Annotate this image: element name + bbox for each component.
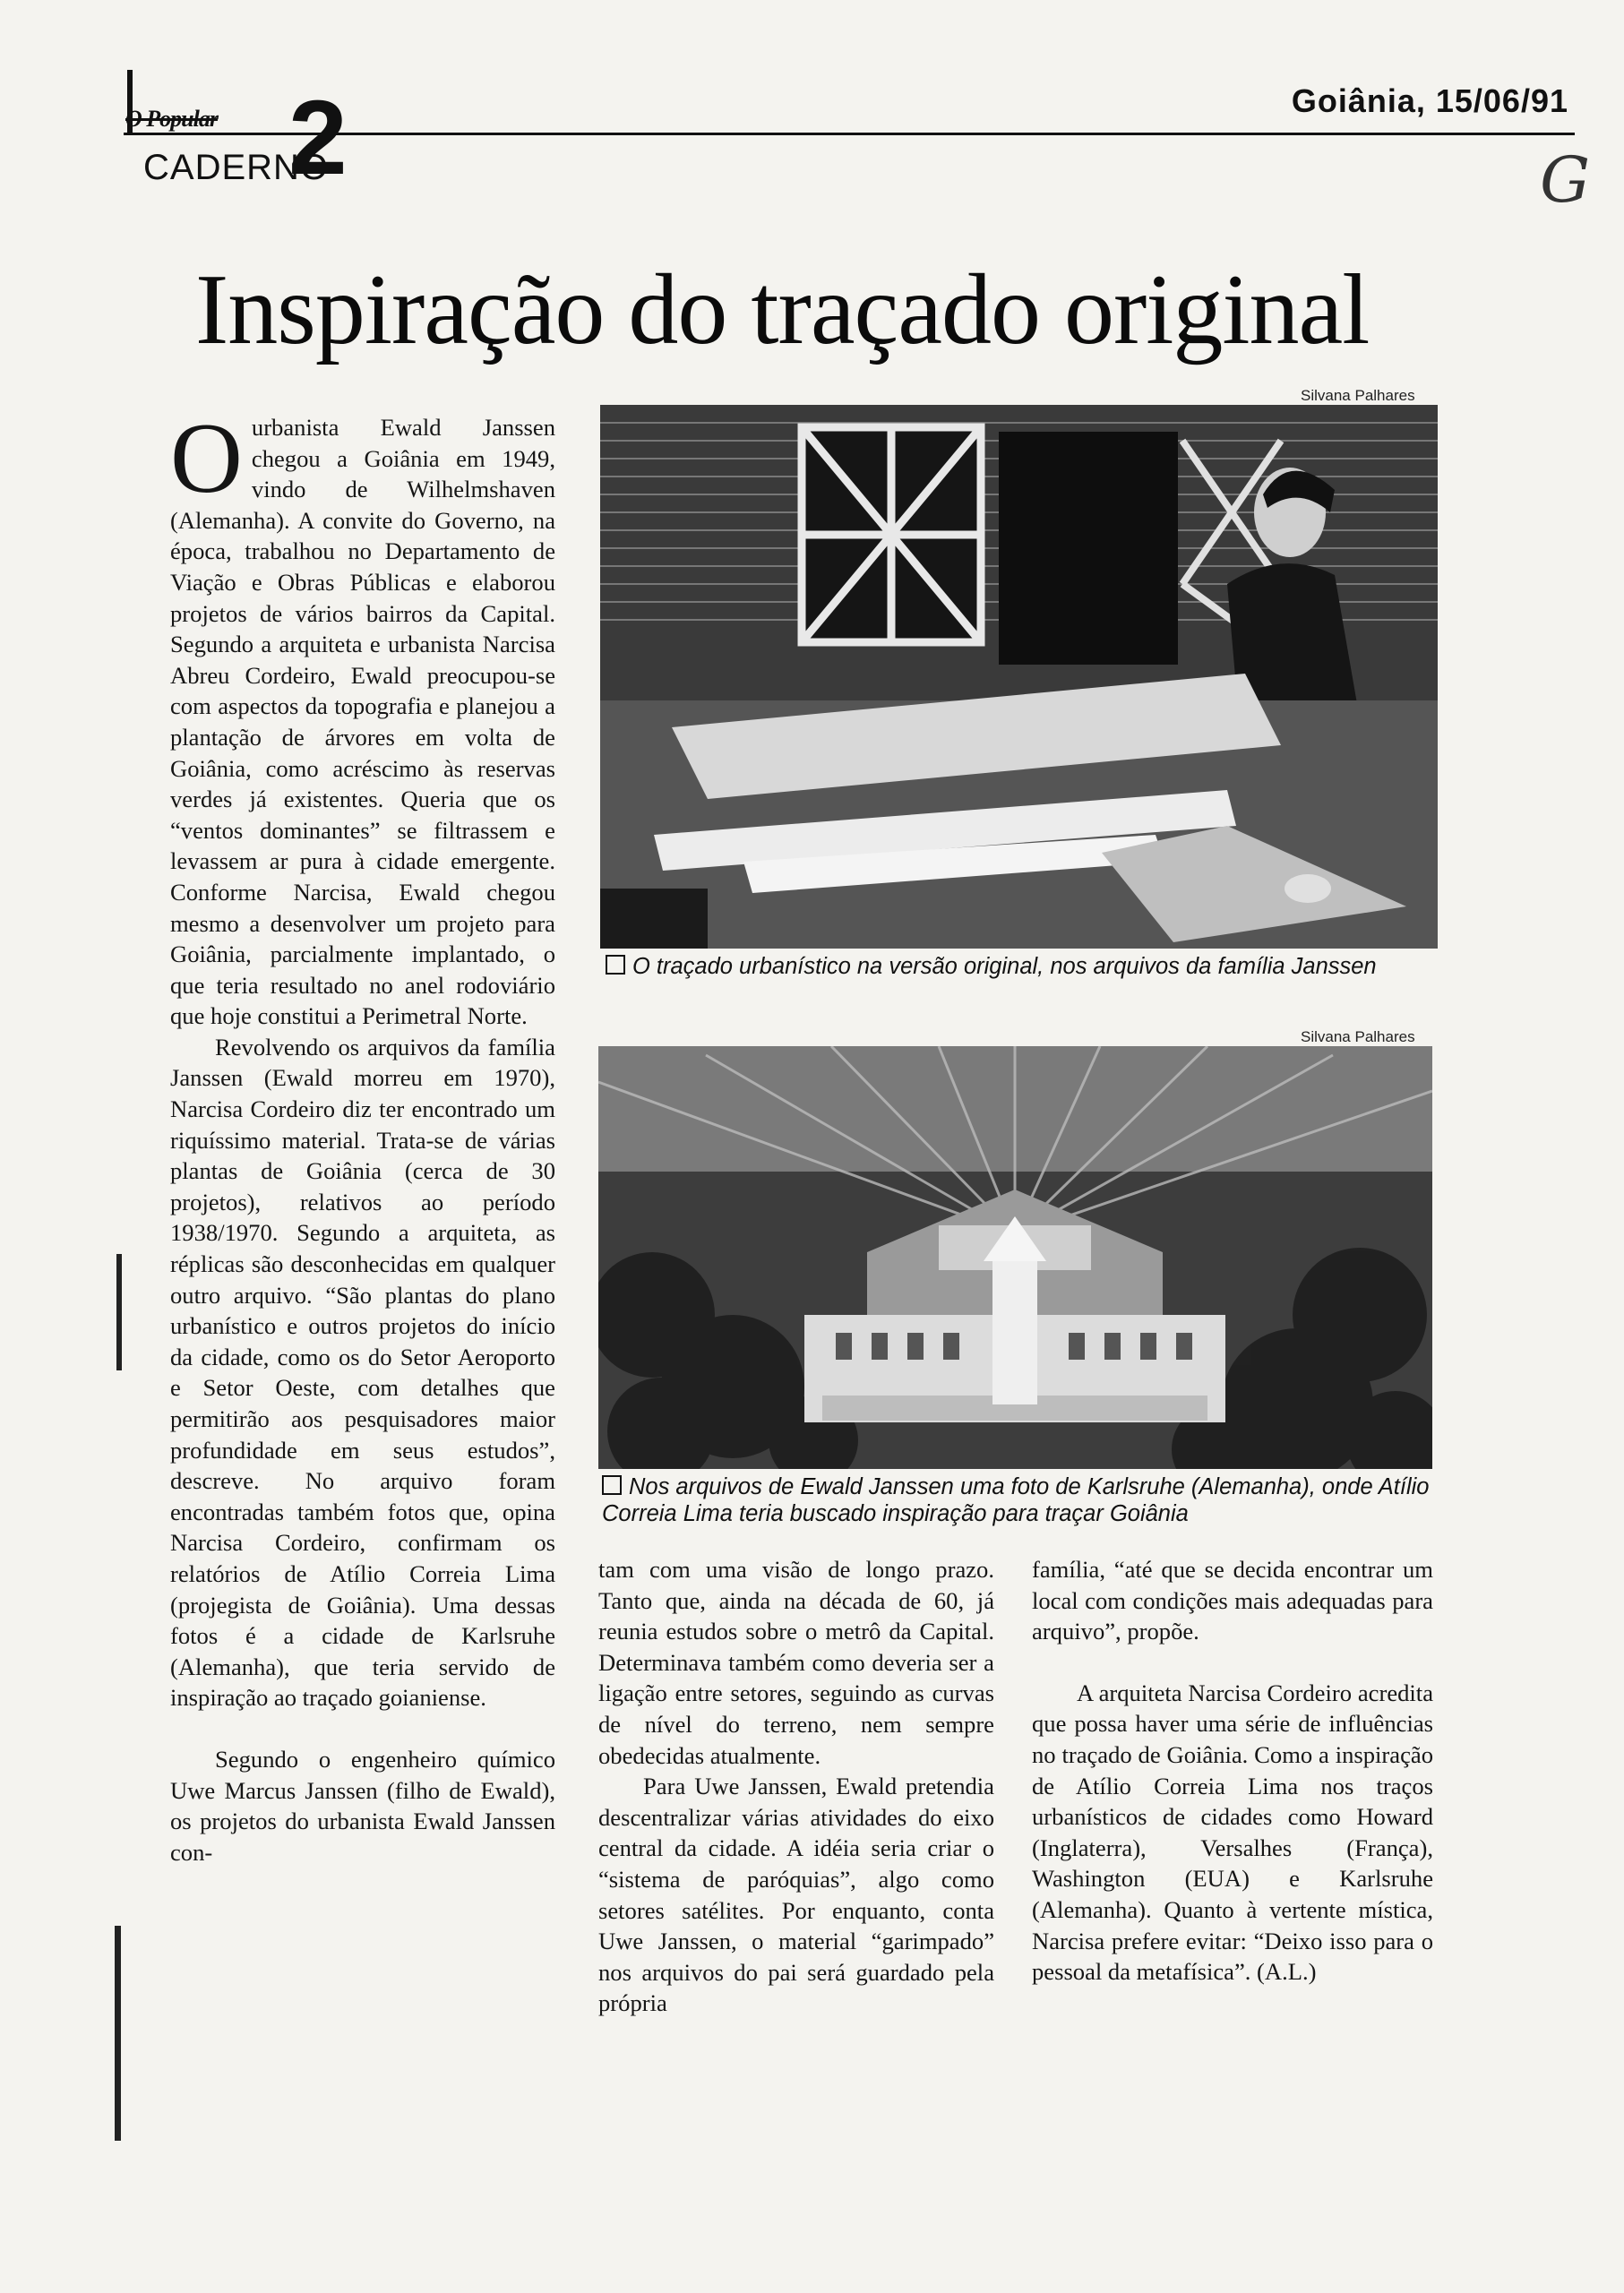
section-label: CADERNO bbox=[143, 148, 330, 187]
paragraph: Revolvendo os arquivos da família Janssen (Ewald morreu em 1970), Narcisa Cordeiro diz ter encontrado um riquíssimo material. Trata-se de várias plantas de Goiânia (cerca de 30 projetos), relativos ao período 1938/1970. Segundo a arquiteta, as réplicas são desconhecidas em qualquer outro arquivo. “São plantas do plano urbanístico e outros projetos do início da cidade, como os do Setor Aeroporto e Setor Oeste, com detalhes que permitirão aos pesquisadores maior profundidade em seus estudos”, descreve. No arquivo foram encontradas também fotos que, opina Narcisa Cordeiro, confirmam os relatórios de Atílio Correia Lima (projegista de Goiânia). Uma dessas fotos é a cidade de Karlsruhe (Alemanha), que teria servido de inspiração ao traçado goianiense. bbox=[170, 1033, 555, 1712]
drop-cap: O bbox=[170, 403, 243, 514]
photo-caption: O traçado urbanístico na versão original, nos arquivos da família Janssen bbox=[606, 953, 1439, 980]
section-number: 2 bbox=[288, 79, 348, 197]
paragraph: Ourbanista Ewald Janssen chegou a Goiânia em 1949, vindo de Wilhelmshaven (Alemanha). A convite do Governo, na época, trabalhou no Departamento de Viação e Obras Públicas e elaborou projetos de vários bairros da Capital. Segundo a arquiteta e urbanista Narcisa Abreu Cordeiro, Ewald preocupou-se com aspectos da topografia e planejou a plantação de árvores em volta de Goiânia, como acréscimo às reservas verdes já existentes. Queria que os “ventos dominantes” se filtrassem e levassem ar pura à cidade emergente. Conforme Narcisa, Ewald chegou mesmo a desenvolver um projeto para Goiânia, parcialmente implantado, o que teria resultado no anel rodoviário que hoje constitui a Perimetral Norte. bbox=[170, 403, 555, 1030]
photo-caption: Nos arquivos de Ewald Janssen uma foto de Karlsruhe (Alemanha), onde Atílio Correia Lima teria buscado inspiração para traçar Goiânia bbox=[602, 1474, 1430, 1526]
scan-artifact bbox=[115, 1926, 121, 2141]
photo-archive-plans-image bbox=[600, 405, 1438, 949]
paragraph: A arquiteta Narcisa Cordeiro acredita que possa haver uma série de influências no traçado de Goiânia. Como a inspiração de Atílio Correia Lima nos traços urbanísticos de cidades como Howard (Inglaterra), Versalhes (França), Washington (EUA) e Karlsruhe (Alemanha). Quanto à vertente mística, Narcisa prefere evitar: “Deixo isso para o pessoal da metafísica”. (A.L.) bbox=[1032, 1679, 1433, 1986]
photo-credit: Silvana Palhares bbox=[1301, 387, 1415, 404]
dateline: Goiânia, 15/06/91 bbox=[1291, 82, 1568, 119]
newspaper-logo: O Popular bbox=[125, 106, 218, 132]
paragraph: tam com uma visão de longo prazo. Tanto que, ainda na década de 60, já reunia estudos sobre o metrô da Capital. Determinava também como deveria ser a ligação entre setores, seguindo as curvas de nível do terreno, nem sempre obedecidas atualmente. bbox=[598, 1556, 994, 1769]
caption-marker bbox=[602, 1475, 622, 1495]
paragraph: Segundo o engenheiro químico Uwe Marcus Janssen (filho de Ewald), os projetos do urbanista Ewald Janssen con- bbox=[170, 1745, 555, 1866]
photo-karlsruhe-aerial-image bbox=[598, 1046, 1432, 1469]
scan-artifact bbox=[116, 1254, 122, 1370]
paragraph: família, “até que se decida encontrar um local com condições mais adequadas para arquivo”, propõe. bbox=[1032, 1556, 1433, 1645]
photo-karlsruhe-aerial bbox=[598, 1046, 1432, 1469]
handwritten-mark: G bbox=[1540, 143, 1590, 217]
article-column-1 bbox=[170, 403, 555, 1868]
headline: Inspiração do traçado original bbox=[195, 254, 1370, 365]
photo-credit: Silvana Palhares bbox=[1301, 1028, 1415, 1045]
article-column-2 bbox=[598, 1554, 994, 2019]
article-column-3 bbox=[1032, 1554, 1433, 1988]
paragraph: Para Uwe Janssen, Ewald pretendia descentralizar várias atividades do eixo central da cidade. A idéia seria criar o “sistema de paróquias”, algo como setores satélites. Por enquanto, conta Uwe Janssen, o material “garimpado” nos arquivos do pai será guardado pela própria bbox=[598, 1773, 994, 2017]
photo-archive-plans bbox=[600, 405, 1438, 949]
caption-marker bbox=[606, 955, 625, 975]
